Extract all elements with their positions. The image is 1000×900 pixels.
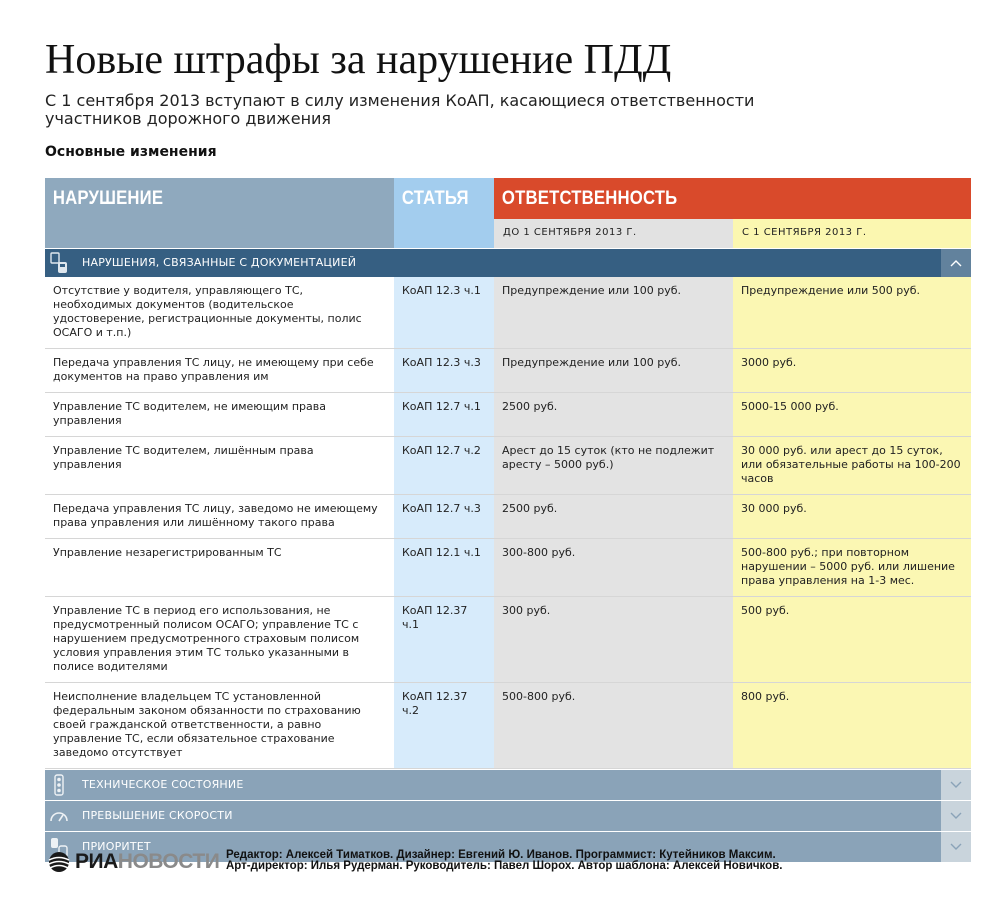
- category-label: ТЕХНИЧЕСКОЕ СОСТОЯНИЕ: [82, 778, 244, 791]
- before-subheader: [494, 219, 733, 248]
- violation-cell: Отсутствие у водителя, управляющего ТС, необходимых документов (водительское удостоверение, регистрационные документы, полис ОСАГО и т.п.): [45, 277, 394, 348]
- table-row: [45, 495, 971, 539]
- chevron-down-icon[interactable]: [941, 770, 971, 800]
- logo-bold-text: РИА: [75, 850, 118, 873]
- article-cell: КоАП 12.7 ч.2: [394, 437, 494, 494]
- after-subheader: [733, 219, 971, 248]
- category-technical-condition[interactable]: [45, 770, 971, 800]
- traffic-light-icon: [45, 770, 73, 800]
- chevron-up-icon[interactable]: [941, 249, 971, 277]
- violation-header-label: НАРУШЕНИЕ: [52, 188, 164, 209]
- after-subheader-label: С 1 СЕНТЯБРЯ 2013 Г.: [742, 227, 867, 238]
- after-cell: 500 руб.: [733, 597, 971, 682]
- violation-cell: Передача управления ТС лицу, заведомо не имеющему права управления или лишённому такого права: [45, 495, 394, 538]
- after-cell: 5000-15 000 руб.: [733, 393, 971, 436]
- violation-cell: Управление ТС в период его использования, не предусмотренный полисом ОСАГО; управление ТС с нарушением предусмотренного страховым полисом условия управления этим ТС только указанными в полисе водителями: [45, 597, 394, 682]
- after-cell: 30 000 руб. или арест до 15 суток, или обязательные работы на 100-200 часов: [733, 437, 971, 494]
- liability-column-header: [494, 178, 971, 219]
- table-header: [45, 178, 971, 248]
- category-documents[interactable]: [45, 249, 971, 277]
- before-cell: Арест до 15 суток (кто не подлежит аресту – 5000 руб.): [494, 437, 733, 494]
- table-row: [45, 539, 971, 597]
- table-row: [45, 437, 971, 495]
- article-column-header: [394, 178, 494, 248]
- table-row: [45, 349, 971, 393]
- article-cell: КоАП 12.7 ч.1: [394, 393, 494, 436]
- violation-cell: Неисполнение владельцем ТС установленной федеральным законом обязанности по страхованию своей гражданской ответственности, а равно управление ТС, если обязательное страхование заведомо отсутствует: [45, 683, 394, 768]
- liability-header-label: ОТВЕТСТВЕННОСТЬ: [501, 188, 678, 209]
- logo-light-text: НОВОСТИ: [117, 850, 220, 873]
- article-cell: КоАП 12.3 ч.1: [394, 277, 494, 348]
- credits-line-1: Редактор: Алексей Тиматков. Дизайнер: Евгений Ю. Иванов. Программист: Кутейников Максим.: [226, 849, 776, 861]
- car-document-icon: [45, 249, 73, 277]
- before-cell: 500-800 руб.: [494, 683, 733, 768]
- article-cell: КоАП 12.7 ч.3: [394, 495, 494, 538]
- before-cell: Предупреждение или 100 руб.: [494, 349, 733, 392]
- category-label: ПРЕВЫШЕНИЕ СКОРОСТИ: [82, 809, 233, 822]
- table-row: [45, 277, 971, 349]
- chevron-down-icon[interactable]: [941, 832, 971, 862]
- before-cell: 2500 руб.: [494, 393, 733, 436]
- after-cell: 30 000 руб.: [733, 495, 971, 538]
- violation-cell: Управление ТС водителем, лишённым права управления: [45, 437, 394, 494]
- article-cell: КоАП 12.1 ч.1: [394, 539, 494, 596]
- chevron-down-icon[interactable]: [941, 801, 971, 831]
- after-cell: 3000 руб.: [733, 349, 971, 392]
- violation-column-header: [45, 178, 394, 248]
- ria-novosti-logo: [45, 850, 219, 874]
- speedometer-icon: [45, 801, 73, 831]
- before-cell: 300-800 руб.: [494, 539, 733, 596]
- violation-cell: Управление ТС водителем, не имеющим права управления: [45, 393, 394, 436]
- credits-line-2: Арт-директор: Илья Рудерман. Руководитель: Павел Шорох. Автор шаблона: Алексей Новичков.: [226, 860, 783, 872]
- globe-logo-icon: [45, 851, 73, 873]
- article-cell: КоАП 12.37 ч.2: [394, 683, 494, 768]
- table-row: [45, 597, 971, 683]
- category-label: ПРИОРИТЕТ: [82, 840, 151, 853]
- table-row: [45, 393, 971, 437]
- before-cell: 2500 руб.: [494, 495, 733, 538]
- article-header-label: СТАТЬЯ: [401, 188, 469, 209]
- after-cell: 500-800 руб.; при повторном нарушении – 5000 руб. или лишение права управления на 1-3 мес.: [733, 539, 971, 596]
- table-row: [45, 683, 971, 769]
- credits: [226, 850, 782, 872]
- article-cell: КоАП 12.37 ч.1: [394, 597, 494, 682]
- section-label: Основные изменения: [45, 144, 217, 160]
- category-speeding[interactable]: [45, 801, 971, 831]
- category-label: НАРУШЕНИЯ, СВЯЗАННЫЕ С ДОКУМЕНТАЦИЕЙ: [82, 256, 357, 269]
- after-cell: 800 руб.: [733, 683, 971, 768]
- article-cell: КоАП 12.3 ч.3: [394, 349, 494, 392]
- before-subheader-label: ДО 1 СЕНТЯБРЯ 2013 Г.: [503, 227, 637, 238]
- after-cell: Предупреждение или 500 руб.: [733, 277, 971, 348]
- violation-cell: Управление незарегистрированным ТС: [45, 539, 394, 596]
- violation-cell: Передача управления ТС лицу, не имеющему при себе документов на право управления им: [45, 349, 394, 392]
- before-cell: Предупреждение или 100 руб.: [494, 277, 733, 348]
- before-cell: 300 руб.: [494, 597, 733, 682]
- page-title: Новые штрафы за нарушение ПДД: [45, 37, 672, 83]
- page-subtitle: С 1 сентября 2013 вступают в силу изменения КоАП, касающиеся ответственности участников дорожного движения: [45, 91, 755, 128]
- fines-table: [45, 178, 971, 862]
